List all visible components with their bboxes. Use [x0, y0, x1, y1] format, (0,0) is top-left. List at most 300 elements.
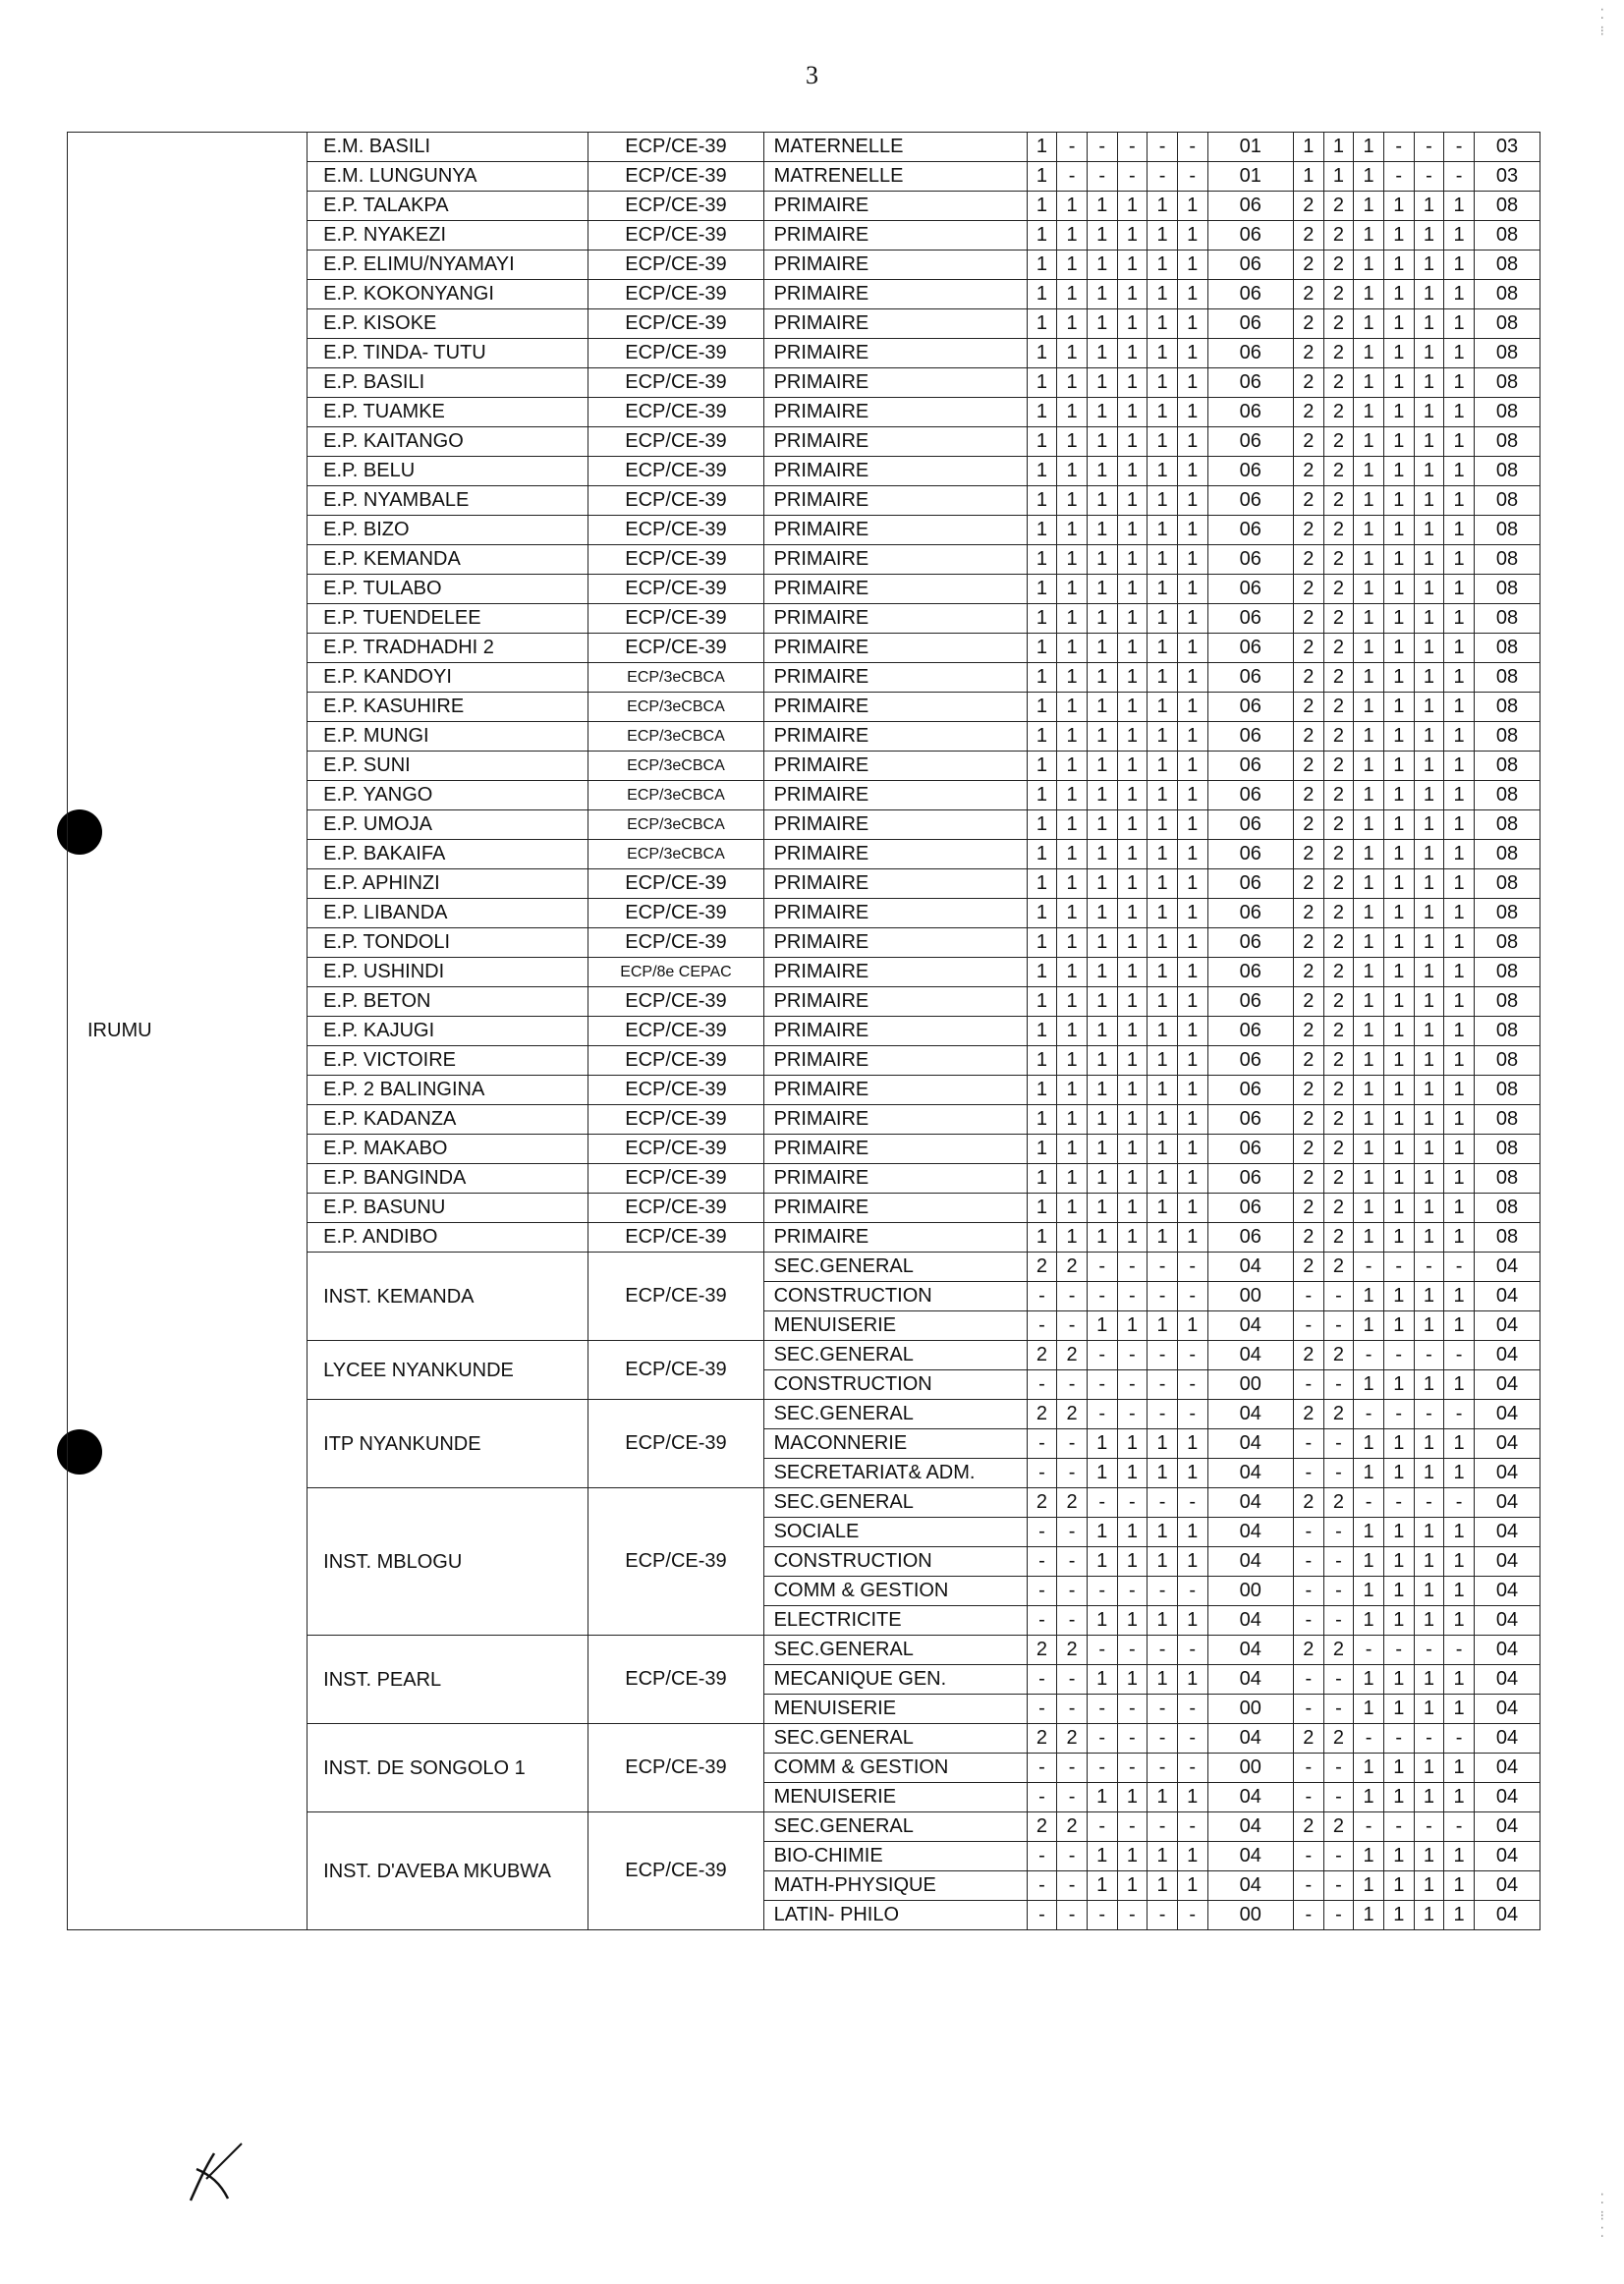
cell-value: 1 — [1057, 192, 1088, 221]
cell-value: 1 — [1444, 987, 1475, 1017]
scan-marks: ⁚ ⁝ — [1599, 6, 1604, 38]
cell-value: 2 — [1323, 634, 1354, 663]
cell-value: - — [1117, 133, 1148, 162]
cell-value: 1 — [1444, 1076, 1475, 1105]
cell-value: 1 — [1057, 722, 1088, 752]
cell-value: - — [1117, 1754, 1148, 1783]
convention: ECP/CE-39 — [588, 221, 763, 251]
cell-value: 1 — [1383, 1518, 1414, 1547]
cell-value: - — [1323, 1429, 1354, 1459]
cell-value: - — [1057, 1754, 1088, 1783]
cell-total: 04 — [1474, 1577, 1540, 1606]
school-name: INST. MBLOGU — [308, 1488, 588, 1636]
cell-total: 04 — [1207, 1429, 1293, 1459]
cell-value: 1 — [1027, 398, 1057, 427]
school-name: E.M. LUNGUNYA — [308, 162, 588, 192]
cell-value: - — [1057, 1695, 1088, 1724]
cell-value: 2 — [1293, 192, 1323, 221]
section-name: PRIMAIRE — [763, 663, 1027, 693]
cell-value: 1 — [1027, 427, 1057, 457]
convention: ECP/CE-39 — [588, 575, 763, 604]
cell-value: - — [1293, 1695, 1323, 1724]
cell-value: 1 — [1383, 1459, 1414, 1488]
cell-value: - — [1087, 1370, 1117, 1400]
section-name: PRIMAIRE — [763, 604, 1027, 634]
section-name: CONSTRUCTION — [763, 1547, 1027, 1577]
cell-value: 1 — [1444, 1105, 1475, 1135]
cell-value: 1 — [1148, 634, 1178, 663]
cell-total: 04 — [1474, 1724, 1540, 1754]
cell-value: 1 — [1057, 398, 1088, 427]
cell-value: 1 — [1444, 1606, 1475, 1636]
section-name: PRIMAIRE — [763, 899, 1027, 928]
cell-total: 04 — [1474, 1547, 1540, 1577]
cell-total: 06 — [1207, 575, 1293, 604]
section-name: PRIMAIRE — [763, 368, 1027, 398]
cell-total: 04 — [1474, 1400, 1540, 1429]
cell-value: 1 — [1057, 1135, 1088, 1164]
cell-value: 1 — [1148, 486, 1178, 516]
cell-value: 1 — [1354, 1459, 1384, 1488]
convention: ECP/CE-39 — [588, 368, 763, 398]
cell-value: - — [1057, 1783, 1088, 1812]
cell-value: - — [1293, 1518, 1323, 1547]
cell-total: 08 — [1474, 1223, 1540, 1253]
section-name: BIO-CHIMIE — [763, 1842, 1027, 1871]
cell-value: 1 — [1414, 251, 1444, 280]
section-name: MACONNERIE — [763, 1429, 1027, 1459]
cell-value: 1 — [1087, 869, 1117, 899]
cell-value: 1 — [1087, 368, 1117, 398]
section-name: PRIMAIRE — [763, 1076, 1027, 1105]
cell-total: 04 — [1474, 1341, 1540, 1370]
cell-value: 1 — [1117, 1547, 1148, 1577]
cell-total: 06 — [1207, 280, 1293, 309]
cell-total: 06 — [1207, 368, 1293, 398]
cell-total: 04 — [1474, 1518, 1540, 1547]
cell-value: 1 — [1383, 1901, 1414, 1930]
cell-total: 08 — [1474, 810, 1540, 840]
cell-value: 1 — [1444, 457, 1475, 486]
cell-value: - — [1148, 1754, 1178, 1783]
cell-value: 2 — [1323, 1724, 1354, 1754]
cell-value: 1 — [1444, 810, 1475, 840]
cell-value: 2 — [1323, 398, 1354, 427]
cell-value: 2 — [1293, 869, 1323, 899]
cell-value: 1 — [1027, 928, 1057, 958]
cell-total: 04 — [1474, 1665, 1540, 1695]
cell-value: 1 — [1383, 339, 1414, 368]
cell-value: 1 — [1117, 1046, 1148, 1076]
cell-value: 1 — [1383, 1164, 1414, 1194]
cell-value: 1 — [1117, 869, 1148, 899]
cell-value: 1 — [1354, 486, 1384, 516]
cell-total: 00 — [1207, 1754, 1293, 1783]
section-name: SEC.GENERAL — [763, 1724, 1027, 1754]
section-name: PRIMAIRE — [763, 1046, 1027, 1076]
cell-value: 1 — [1087, 575, 1117, 604]
cell-total: 06 — [1207, 693, 1293, 722]
cell-value: 1 — [1027, 575, 1057, 604]
cell-value: 1 — [1444, 722, 1475, 752]
cell-value: 1 — [1383, 810, 1414, 840]
cell-value: 1 — [1354, 722, 1384, 752]
cell-value: 1 — [1057, 1076, 1088, 1105]
cell-value: 1 — [1057, 987, 1088, 1017]
school-name: E.P. KADANZA — [308, 1105, 588, 1135]
cell-total: 03 — [1474, 133, 1540, 162]
cell-total: 06 — [1207, 810, 1293, 840]
cell-value: 1 — [1087, 1783, 1117, 1812]
section-name: PRIMAIRE — [763, 516, 1027, 545]
section-name: PRIMAIRE — [763, 339, 1027, 368]
cell-value: 1 — [1414, 1754, 1444, 1783]
cell-value: - — [1057, 1547, 1088, 1577]
cell-value: - — [1148, 1253, 1178, 1282]
cell-value: 1 — [1148, 280, 1178, 309]
cell-value: 1 — [1117, 604, 1148, 634]
cell-value: 1 — [1087, 1194, 1117, 1223]
cell-value: 1 — [1177, 1429, 1207, 1459]
cell-value: - — [1087, 1253, 1117, 1282]
cell-value: 1 — [1177, 752, 1207, 781]
cell-value: 1 — [1117, 221, 1148, 251]
cell-value: 2 — [1293, 958, 1323, 987]
cell-value: 1 — [1354, 840, 1384, 869]
cell-total: 08 — [1474, 457, 1540, 486]
cell-value: 1 — [1148, 427, 1178, 457]
cell-value: 1 — [1444, 1370, 1475, 1400]
cell-value: 1 — [1177, 1547, 1207, 1577]
cell-value: - — [1117, 1901, 1148, 1930]
cell-value: 1 — [1117, 1459, 1148, 1488]
cell-value: 1 — [1148, 1606, 1178, 1636]
cell-value: 1 — [1027, 1017, 1057, 1046]
cell-total: 06 — [1207, 869, 1293, 899]
table-row — [68, 133, 1540, 162]
cell-value: 1 — [1027, 899, 1057, 928]
cell-value: 1 — [1444, 1842, 1475, 1871]
cell-total: 08 — [1474, 1164, 1540, 1194]
cell-value: - — [1057, 1370, 1088, 1400]
convention: ECP/CE-39 — [588, 339, 763, 368]
cell-value: 2 — [1293, 1017, 1323, 1046]
cell-value: - — [1177, 1400, 1207, 1429]
cell-value: 2 — [1057, 1636, 1088, 1665]
cell-value: 1 — [1177, 781, 1207, 810]
cell-value: 2 — [1323, 1341, 1354, 1370]
cell-value: 1 — [1323, 162, 1354, 192]
cell-total: 08 — [1474, 1135, 1540, 1164]
cell-value: - — [1117, 1341, 1148, 1370]
section-name: SOCIALE — [763, 1518, 1027, 1547]
cell-total: 04 — [1207, 1488, 1293, 1518]
cell-value: 1 — [1087, 958, 1117, 987]
cell-total: 04 — [1207, 1665, 1293, 1695]
cell-value: - — [1057, 133, 1088, 162]
convention: ECP/CE-39 — [588, 604, 763, 634]
cell-value: 1 — [1117, 575, 1148, 604]
cell-value: - — [1414, 1636, 1444, 1665]
cell-value: 1 — [1117, 634, 1148, 663]
cell-value: 1 — [1027, 516, 1057, 545]
cell-value: 1 — [1383, 1194, 1414, 1223]
cell-value: 1 — [1027, 1223, 1057, 1253]
section-name: PRIMAIRE — [763, 457, 1027, 486]
cell-value: 2 — [1323, 1488, 1354, 1518]
cell-value: - — [1323, 1901, 1354, 1930]
section-name: SEC.GENERAL — [763, 1341, 1027, 1370]
cell-total: 08 — [1474, 958, 1540, 987]
cell-value: 1 — [1177, 869, 1207, 899]
cell-value: 1 — [1383, 1017, 1414, 1046]
cell-value: 2 — [1323, 1223, 1354, 1253]
section-name: PRIMAIRE — [763, 1223, 1027, 1253]
section-name: SEC.GENERAL — [763, 1488, 1027, 1518]
cell-value: 1 — [1383, 752, 1414, 781]
cell-total: 04 — [1474, 1812, 1540, 1842]
cell-value: - — [1354, 1400, 1384, 1429]
cell-total: 01 — [1207, 162, 1293, 192]
cell-value: - — [1087, 1901, 1117, 1930]
cell-value: 1 — [1057, 339, 1088, 368]
cell-value: 1 — [1354, 604, 1384, 634]
cell-value: 1 — [1117, 427, 1148, 457]
cell-total: 06 — [1207, 752, 1293, 781]
cell-value: 1 — [1414, 1783, 1444, 1812]
cell-value: 1 — [1383, 486, 1414, 516]
cell-value: 2 — [1293, 634, 1323, 663]
cell-value: 1 — [1087, 339, 1117, 368]
school-name: E.P. 2 BALINGINA — [308, 1076, 588, 1105]
cell-value: - — [1293, 1842, 1323, 1871]
section-name: PRIMAIRE — [763, 634, 1027, 663]
cell-value: - — [1323, 1547, 1354, 1577]
cell-value: 1 — [1383, 1842, 1414, 1871]
cell-value: 1 — [1444, 1223, 1475, 1253]
cell-value: 1 — [1057, 1046, 1088, 1076]
cell-total: 06 — [1207, 427, 1293, 457]
cell-value: 1 — [1414, 457, 1444, 486]
cell-value: - — [1027, 1783, 1057, 1812]
cell-value: 1 — [1177, 987, 1207, 1017]
cell-value: 1 — [1444, 1518, 1475, 1547]
convention: ECP/CE-39 — [588, 427, 763, 457]
convention: ECP/CE-39 — [588, 1194, 763, 1223]
convention: ECP/CE-39 — [588, 1812, 763, 1930]
cell-value: 1 — [1177, 1223, 1207, 1253]
cell-value: 1 — [1148, 663, 1178, 693]
section-name: MECANIQUE GEN. — [763, 1665, 1027, 1695]
cell-value: 1 — [1117, 368, 1148, 398]
cell-value: 1 — [1117, 1606, 1148, 1636]
cell-value: - — [1177, 1724, 1207, 1754]
cell-value: 1 — [1354, 162, 1384, 192]
cell-value: 1 — [1148, 1783, 1178, 1812]
cell-total: 04 — [1207, 1518, 1293, 1547]
cell-total: 06 — [1207, 251, 1293, 280]
cell-value: 2 — [1293, 427, 1323, 457]
cell-value: - — [1117, 1636, 1148, 1665]
cell-value: - — [1087, 1724, 1117, 1754]
cell-value: 1 — [1057, 486, 1088, 516]
cell-value: 1 — [1354, 1871, 1384, 1901]
cell-total: 04 — [1207, 1341, 1293, 1370]
cell-value: 1 — [1383, 575, 1414, 604]
cell-value: 1 — [1177, 192, 1207, 221]
cell-value: 1 — [1087, 516, 1117, 545]
cell-value: 1 — [1414, 899, 1444, 928]
cell-value: 2 — [1027, 1341, 1057, 1370]
cell-value: 1 — [1117, 781, 1148, 810]
cell-value: 2 — [1293, 810, 1323, 840]
cell-value: - — [1027, 1370, 1057, 1400]
cell-value: - — [1057, 1871, 1088, 1901]
cell-total: 04 — [1474, 1429, 1540, 1459]
cell-value: 1 — [1057, 427, 1088, 457]
cell-value: 1 — [1354, 1076, 1384, 1105]
school-name: E.P. USHINDI — [308, 958, 588, 987]
section-name: SECRETARIAT& ADM. — [763, 1459, 1027, 1488]
cell-total: 04 — [1207, 1311, 1293, 1341]
cell-value: 1 — [1383, 516, 1414, 545]
cell-value: - — [1087, 162, 1117, 192]
cell-value: 1 — [1117, 1223, 1148, 1253]
cell-total: 08 — [1474, 1105, 1540, 1135]
cell-total: 08 — [1474, 1194, 1540, 1223]
cell-value: 1 — [1177, 516, 1207, 545]
cell-value: 2 — [1323, 722, 1354, 752]
cell-value: 1 — [1148, 398, 1178, 427]
cell-value: 1 — [1177, 1046, 1207, 1076]
cell-total: 06 — [1207, 339, 1293, 368]
section-name: SEC.GENERAL — [763, 1400, 1027, 1429]
cell-value: 2 — [1293, 1341, 1323, 1370]
cell-total: 03 — [1474, 162, 1540, 192]
cell-total: 08 — [1474, 192, 1540, 221]
cell-value: 1 — [1444, 192, 1475, 221]
cell-value: 1 — [1383, 1223, 1414, 1253]
cell-value: - — [1027, 1901, 1057, 1930]
cell-value: 1 — [1027, 987, 1057, 1017]
cell-value: 1 — [1414, 840, 1444, 869]
cell-value: 2 — [1323, 1164, 1354, 1194]
cell-value: 1 — [1444, 663, 1475, 693]
cell-value: 1 — [1087, 1518, 1117, 1547]
cell-total: 06 — [1207, 958, 1293, 987]
cell-value: - — [1027, 1429, 1057, 1459]
cell-value: - — [1087, 1812, 1117, 1842]
cell-value: 2 — [1323, 545, 1354, 575]
cell-value: 1 — [1414, 575, 1444, 604]
cell-value: 1 — [1027, 162, 1057, 192]
cell-value: - — [1354, 1253, 1384, 1282]
cell-value: 1 — [1383, 958, 1414, 987]
cell-value: 1 — [1444, 280, 1475, 309]
cell-value: - — [1027, 1754, 1057, 1783]
school-name: E.P. KAITANGO — [308, 427, 588, 457]
section-name: PRIMAIRE — [763, 958, 1027, 987]
cell-value: 1 — [1177, 280, 1207, 309]
cell-value: 1 — [1354, 133, 1384, 162]
cell-value: 1 — [1383, 1606, 1414, 1636]
cell-value: - — [1383, 1636, 1414, 1665]
cell-value: 2 — [1293, 928, 1323, 958]
cell-value: 1 — [1177, 1311, 1207, 1341]
cell-value: 2 — [1323, 604, 1354, 634]
cell-value: - — [1027, 1606, 1057, 1636]
cell-value: 2 — [1293, 1046, 1323, 1076]
cell-value: 1 — [1087, 280, 1117, 309]
cell-total: 08 — [1474, 634, 1540, 663]
cell-value: 1 — [1087, 722, 1117, 752]
cell-value: 1 — [1148, 722, 1178, 752]
cell-value: 2 — [1293, 309, 1323, 339]
section-name: PRIMAIRE — [763, 781, 1027, 810]
convention: ECP/CE-39 — [588, 133, 763, 162]
cell-value: 1 — [1027, 545, 1057, 575]
school-name: E.P. BIZO — [308, 516, 588, 545]
cell-value: 1 — [1177, 1606, 1207, 1636]
cell-total: 04 — [1474, 1636, 1540, 1665]
convention: ECP/CE-39 — [588, 1488, 763, 1636]
cell-value: 1 — [1177, 840, 1207, 869]
cell-value: 1 — [1414, 1076, 1444, 1105]
cell-total: 08 — [1474, 486, 1540, 516]
cell-value: 2 — [1293, 1135, 1323, 1164]
cell-value: 1 — [1057, 899, 1088, 928]
cell-value: - — [1148, 1695, 1178, 1724]
cell-value: - — [1414, 1341, 1444, 1370]
cell-value: 1 — [1383, 1577, 1414, 1606]
cell-value: 1 — [1177, 339, 1207, 368]
cell-value: 2 — [1323, 221, 1354, 251]
cell-value: 1 — [1087, 781, 1117, 810]
cell-value: 1 — [1027, 663, 1057, 693]
cell-value: 1 — [1057, 663, 1088, 693]
cell-value: 1 — [1444, 840, 1475, 869]
cell-value: - — [1087, 1341, 1117, 1370]
cell-value: 1 — [1177, 958, 1207, 987]
cell-value: 1 — [1057, 1017, 1088, 1046]
cell-value: 1 — [1354, 309, 1384, 339]
cell-value: - — [1027, 1547, 1057, 1577]
cell-value: 1 — [1414, 398, 1444, 427]
cell-value: 1 — [1354, 1695, 1384, 1724]
cell-value: 1 — [1117, 899, 1148, 928]
cell-value: 1 — [1087, 457, 1117, 486]
cell-value: 2 — [1323, 840, 1354, 869]
cell-value: 1 — [1117, 1194, 1148, 1223]
cell-value: 1 — [1117, 810, 1148, 840]
cell-value: 1 — [1117, 663, 1148, 693]
convention: ECP/CE-39 — [588, 545, 763, 575]
cell-value: - — [1383, 1812, 1414, 1842]
cell-value: - — [1117, 1724, 1148, 1754]
cell-value: 1 — [1383, 663, 1414, 693]
cell-total: 04 — [1207, 1606, 1293, 1636]
cell-total: 08 — [1474, 427, 1540, 457]
school-name: INST. PEARL — [308, 1636, 588, 1724]
cell-value: 2 — [1293, 1400, 1323, 1429]
cell-value: 1 — [1087, 928, 1117, 958]
cell-value: 1 — [1444, 1311, 1475, 1341]
cell-value: 2 — [1323, 781, 1354, 810]
cell-value: 1 — [1177, 1135, 1207, 1164]
cell-value: 1 — [1057, 604, 1088, 634]
cell-value: 2 — [1323, 663, 1354, 693]
cell-value: - — [1148, 1282, 1178, 1311]
